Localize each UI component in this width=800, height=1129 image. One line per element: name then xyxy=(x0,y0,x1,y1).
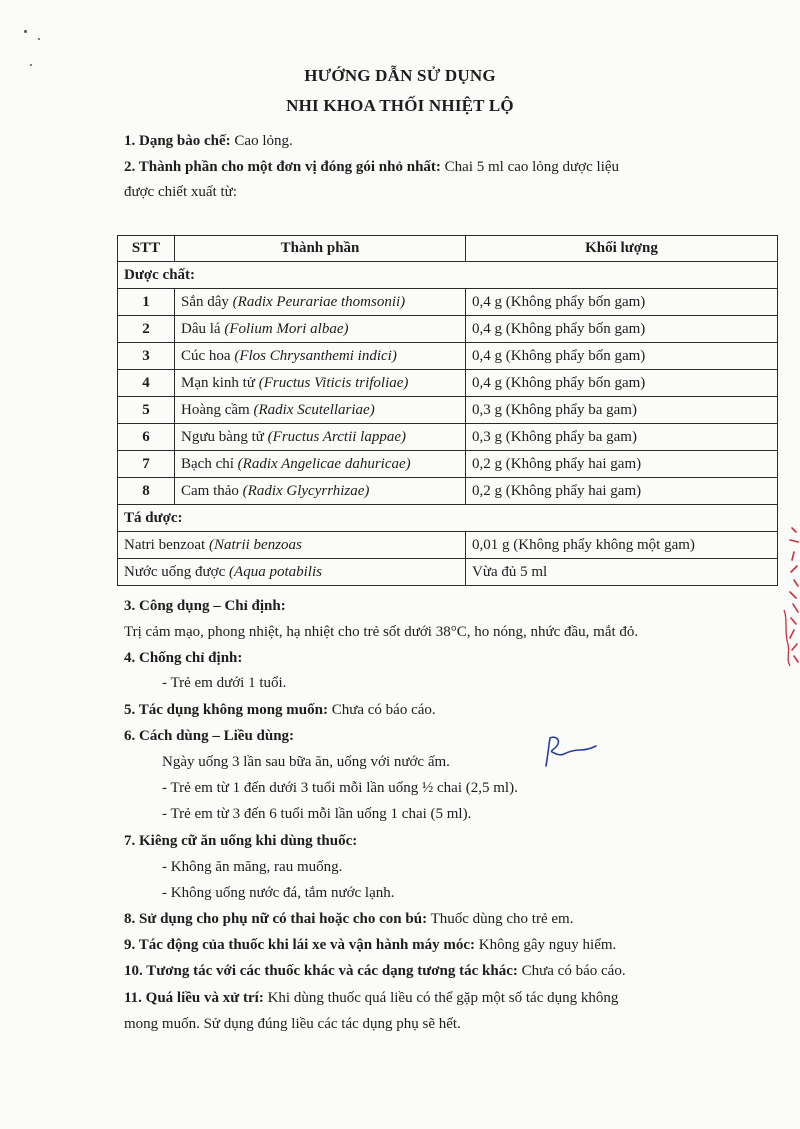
section-contraindications xyxy=(124,646,740,670)
cell-ingredient xyxy=(175,289,466,316)
cell-amount: 0,2 g (Không phẩy hai gam) xyxy=(466,478,778,505)
section-label: 9. Tác động của thuốc khi lái xe và vận hành máy móc: xyxy=(124,937,476,953)
cell-ingredient xyxy=(175,316,466,343)
section-overdose xyxy=(124,986,764,1010)
cell-amount: 0,3 g (Không phẩy ba gam) xyxy=(466,397,778,424)
scan-speck xyxy=(38,38,40,40)
excipient-latin: (Aqua potabilis xyxy=(229,563,322,580)
section-composition-cont: được chiết xuất từ: xyxy=(124,184,237,200)
ingredient-latin: (Radix Glycyrrhizae) xyxy=(242,482,370,499)
product-name: NHI KHOA THỐI NHIỆT LỘ xyxy=(286,96,514,115)
overdose-text: mong muốn. Sử dụng đúng liều các tác dụng phụ sẽ hết. xyxy=(124,1016,461,1032)
ingredient-name: Cúc hoa xyxy=(181,347,235,364)
table-row xyxy=(118,532,778,559)
cell-excipient xyxy=(118,532,466,559)
cell-stt: 2 xyxy=(118,316,175,343)
header-ingredient: Thành phần xyxy=(175,236,466,262)
section-indications xyxy=(124,594,740,618)
ingredient-name: Hoàng cầm xyxy=(181,401,254,418)
ingredient-latin: (Radix Angelicae dahuricae) xyxy=(237,455,411,472)
group-label-active: Dược chất: xyxy=(118,262,778,289)
ingredient-name: Bạch chỉ xyxy=(181,455,238,472)
group-label-excipient: Tá dược: xyxy=(118,505,778,532)
ingredient-latin: (Radix Peurariae thomsonii) xyxy=(232,293,406,310)
cell-amount: 0,2 g (Không phẩy hai gam) xyxy=(466,451,778,478)
cell-amount: 0,4 g (Không phẩy bốn gam) xyxy=(466,289,778,316)
section-text: Khi dùng thuốc quá liều có thể gặp một số tác dụng không xyxy=(263,990,619,1006)
table-row xyxy=(118,289,778,316)
ingredient-name: Sắn dây xyxy=(181,293,233,310)
table-row xyxy=(118,424,778,451)
section-label: 4. Chống chỉ định: xyxy=(124,650,243,666)
table-row xyxy=(118,451,778,478)
cell-stt: 3 xyxy=(118,343,175,370)
cell-amount: 0,4 g (Không phẩy bốn gam) xyxy=(466,316,778,343)
group-row-excipient xyxy=(118,505,778,532)
section-label: 2. Thành phần cho một đơn vị đóng gói nhỏ nhất: xyxy=(124,159,441,175)
section-label: 10. Tương tác với các thuốc khác và các dạng tương tác khác: xyxy=(124,963,518,979)
cell-ingredient xyxy=(175,397,466,424)
cell-stt: 5 xyxy=(118,397,175,424)
cell-stt: 6 xyxy=(118,424,175,451)
cell-ingredient xyxy=(175,424,466,451)
header-stt: STT xyxy=(118,236,175,262)
table-row xyxy=(118,316,778,343)
ingredients-table xyxy=(117,235,778,586)
cell-amount: 0,3 g (Không phẩy ba gam) xyxy=(466,424,778,451)
section-label: 11. Quá liều và xử trí: xyxy=(124,990,264,1006)
cell-stt: 1 xyxy=(118,289,175,316)
cell-ingredient xyxy=(175,478,466,505)
signature-mark xyxy=(540,732,600,772)
cell-excipient xyxy=(118,559,466,586)
section-text: Chai 5 ml cao lỏng dược liệu xyxy=(440,159,620,175)
section-dosage xyxy=(124,724,740,748)
ingredient-latin: (Flos Chrysanthemi indici) xyxy=(234,347,397,364)
section-composition xyxy=(124,155,764,179)
section-text: Thuốc dùng cho trẻ em. xyxy=(427,911,574,927)
table-row xyxy=(118,559,778,586)
dosage-item: - Trẻ em từ 1 đến dưới 3 tuổi mỗi lần uống ½ chai (2,5 ml). xyxy=(162,780,518,796)
section-label: 1. Dạng bào chế: xyxy=(124,133,231,149)
dosage-line: Ngày uống 3 lần sau bữa ăn, uống với nước ấm. xyxy=(162,754,450,770)
ingredient-latin: (Radix Scutellariae) xyxy=(253,401,375,418)
stamp-mark xyxy=(772,520,800,670)
diet-item: - Không uống nước đá, tắm nước lạnh. xyxy=(162,885,395,901)
section-pregnancy xyxy=(124,907,764,931)
diet-item: - Không ăn măng, rau muống. xyxy=(162,859,343,875)
table-row xyxy=(118,343,778,370)
ingredient-name: Mạn kinh tử xyxy=(181,374,259,391)
ingredient-name: Dâu lá xyxy=(181,320,225,337)
table-row xyxy=(118,397,778,424)
ingredient-name: Cam thảo xyxy=(181,482,243,499)
indications-text: Trị cảm mạo, phong nhiệt, hạ nhiệt cho trẻ sốt dưới 38°C, ho nóng, nhức đầu, mắt đỏ. xyxy=(124,624,639,640)
section-text: Chưa có báo cáo. xyxy=(327,702,436,718)
section-diet xyxy=(124,829,740,853)
cell-amount: 0,4 g (Không phẩy bốn gam) xyxy=(466,370,778,397)
header-amount: Khối lượng xyxy=(466,236,778,262)
section-label: 6. Cách dùng – Liều dùng: xyxy=(124,728,295,744)
ingredient-latin: (Folium Mori albae) xyxy=(224,320,349,337)
cell-ingredient xyxy=(175,370,466,397)
section-label: 5. Tác dụng không mong muốn: xyxy=(124,702,328,718)
cell-stt: 7 xyxy=(118,451,175,478)
excipient-name: Natri benzoat xyxy=(124,536,209,553)
cell-ingredient xyxy=(175,451,466,478)
section-label: 7. Kiêng cữ ăn uống khi dùng thuốc: xyxy=(124,833,358,849)
table-row xyxy=(118,370,778,397)
section-text: Chưa có báo cáo. xyxy=(517,963,626,979)
cell-amount: Vừa đủ 5 ml xyxy=(466,559,778,586)
section-side-effects xyxy=(124,698,740,722)
table-row xyxy=(118,478,778,505)
section-interactions xyxy=(124,959,764,983)
cell-amount: 0,4 g (Không phẩy bốn gam) xyxy=(466,343,778,370)
scan-speck xyxy=(24,30,27,33)
contraindication-item: - Trẻ em dưới 1 tuổi. xyxy=(162,675,287,691)
cell-ingredient xyxy=(175,343,466,370)
ingredient-name: Ngưu bàng tử xyxy=(181,428,268,445)
excipient-name: Nước uống được xyxy=(124,563,230,580)
group-row-active xyxy=(118,262,778,289)
cell-stt: 4 xyxy=(118,370,175,397)
dosage-item: - Trẻ em từ 3 đến 6 tuổi mỗi lần uống 1 chai (5 ml). xyxy=(162,806,472,822)
ingredient-latin: (Fructus Viticis trifoliae) xyxy=(258,374,409,391)
document-title: HƯỚNG DẪN SỬ DỤNG xyxy=(304,66,496,85)
section-label: 3. Công dụng – Chỉ định: xyxy=(124,598,286,614)
ingredient-latin: (Fructus Arctii lappae) xyxy=(267,428,406,445)
section-text: Không gây nguy hiểm. xyxy=(475,937,617,953)
cell-stt: 8 xyxy=(118,478,175,505)
section-driving xyxy=(124,933,764,957)
section-dosage-form xyxy=(124,129,740,153)
table-header-row xyxy=(118,236,778,262)
cell-amount: 0,01 g (Không phẩy không một gam) xyxy=(466,532,778,559)
section-label: 8. Sử dụng cho phụ nữ có thai hoặc cho con bú: xyxy=(124,911,428,927)
excipient-latin: (Natrii benzoas xyxy=(208,536,302,553)
section-text: Cao lỏng. xyxy=(230,133,293,149)
